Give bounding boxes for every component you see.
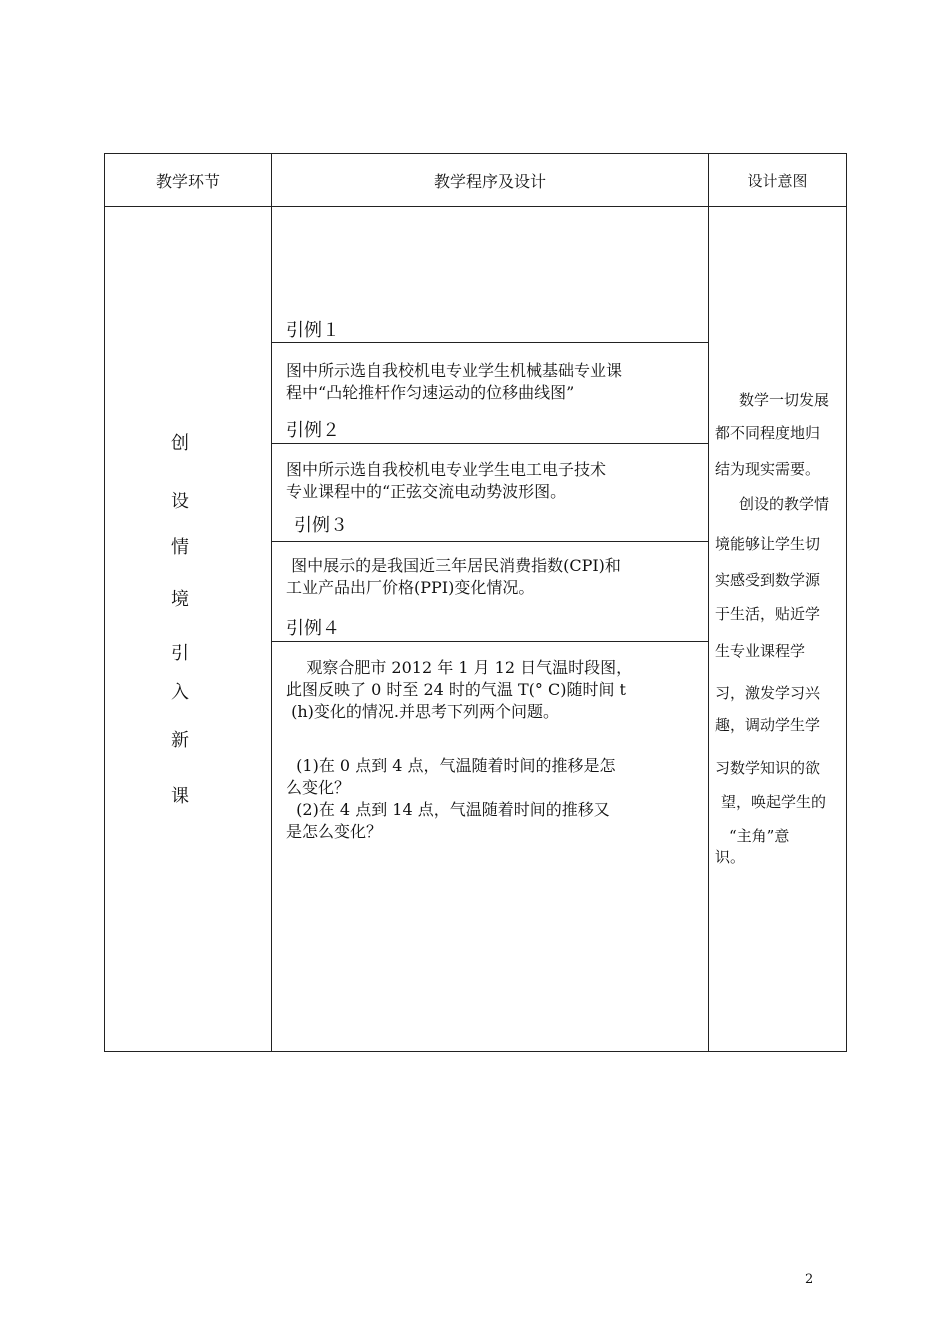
intent-line: 习数学知识的欲 <box>715 759 821 777</box>
text-line: 程中“凸轮推杆作匀速运动的位移曲线图” <box>286 383 575 402</box>
divider <box>272 541 708 542</box>
intent-line: 习，激发学习兴 <box>715 684 821 702</box>
stage-char: 创 <box>171 433 189 454</box>
intent-cell <box>709 207 847 1052</box>
text-line: 此图反映了 0 时至 24 时的气温 T(° C)随时间 t <box>286 680 626 699</box>
example-text <box>286 555 696 599</box>
divider <box>272 641 708 642</box>
intent-line: 于生活，贴近学 <box>715 605 821 623</box>
stage-char: 入 <box>171 682 189 703</box>
example-text <box>286 360 696 404</box>
intent-line: 望，唤起学生的 <box>721 793 827 811</box>
example-label: 引例２ <box>286 420 340 441</box>
question-line: (1)在 0 点到 4 点，气温随着时间的推移是怎 <box>286 756 616 775</box>
divider <box>272 443 708 444</box>
question-block <box>286 755 696 843</box>
text-line: 图中展示的是我国近三年居民消费指数(CPI)和 <box>286 556 621 575</box>
example-text <box>286 459 696 503</box>
intent-line: 创设的教学情 <box>739 495 830 513</box>
header-intent: 设计意图 <box>709 154 847 207</box>
intent-line: 生专业课程学 <box>715 642 806 660</box>
header-procedure: 教学程序及设计 <box>272 154 709 207</box>
intent-line: 识。 <box>715 848 746 866</box>
question-line: (2)在 4 点到 14 点，气温随着时间的推移又 <box>286 800 610 819</box>
example-label: 引例３ <box>294 515 348 536</box>
text-line: 图中所示选自我校机电专业学生电工电子技术 <box>286 460 607 479</box>
intent-line: 结为现实需要。 <box>715 460 821 478</box>
text-line: 观察合肥市 2012 年 1 月 12 日气温时段图， <box>286 658 633 677</box>
page-number: 2 <box>805 1272 814 1287</box>
question-line: 是怎么变化？ <box>286 822 383 841</box>
stage-cell <box>105 207 272 1052</box>
example-text <box>286 657 696 723</box>
table-body-row <box>105 207 847 1052</box>
intent-line: 实感受到数学源 <box>715 571 821 589</box>
text-line: 图中所示选自我校机电专业学生机械基础专业课 <box>286 361 623 380</box>
stage-char: 境 <box>171 589 189 610</box>
table-header-row <box>105 154 847 207</box>
stage-char: 情 <box>171 537 189 558</box>
text-line: 工业产品出厂价格(PPI)变化情况。 <box>286 578 535 597</box>
intent-line: 趣，调动学生学 <box>715 716 821 734</box>
intent-line: 都不同程度地归 <box>715 424 821 442</box>
stage-char: 设 <box>171 491 189 512</box>
stage-char: 新 <box>171 730 189 751</box>
intent-line: 境能够让学生切 <box>715 535 821 553</box>
lesson-table <box>104 153 847 1052</box>
example-label: 引例４ <box>286 618 340 639</box>
divider <box>272 342 708 343</box>
text-line: (h)变化的情况.并思考下列两个问题。 <box>286 702 559 721</box>
stage-char: 引 <box>171 643 189 664</box>
stage-char: 课 <box>171 786 189 807</box>
example-label: 引例１ <box>286 320 340 341</box>
intent-line: “主角”意 <box>729 827 790 845</box>
header-stage: 教学环节 <box>105 154 272 207</box>
question-line: 么变化？ <box>286 778 351 797</box>
text-line: 专业课程中的“正弦交流电动势波形图。 <box>286 482 567 501</box>
procedure-cell <box>272 207 709 1052</box>
intent-line: 数学一切发展 <box>739 391 830 409</box>
